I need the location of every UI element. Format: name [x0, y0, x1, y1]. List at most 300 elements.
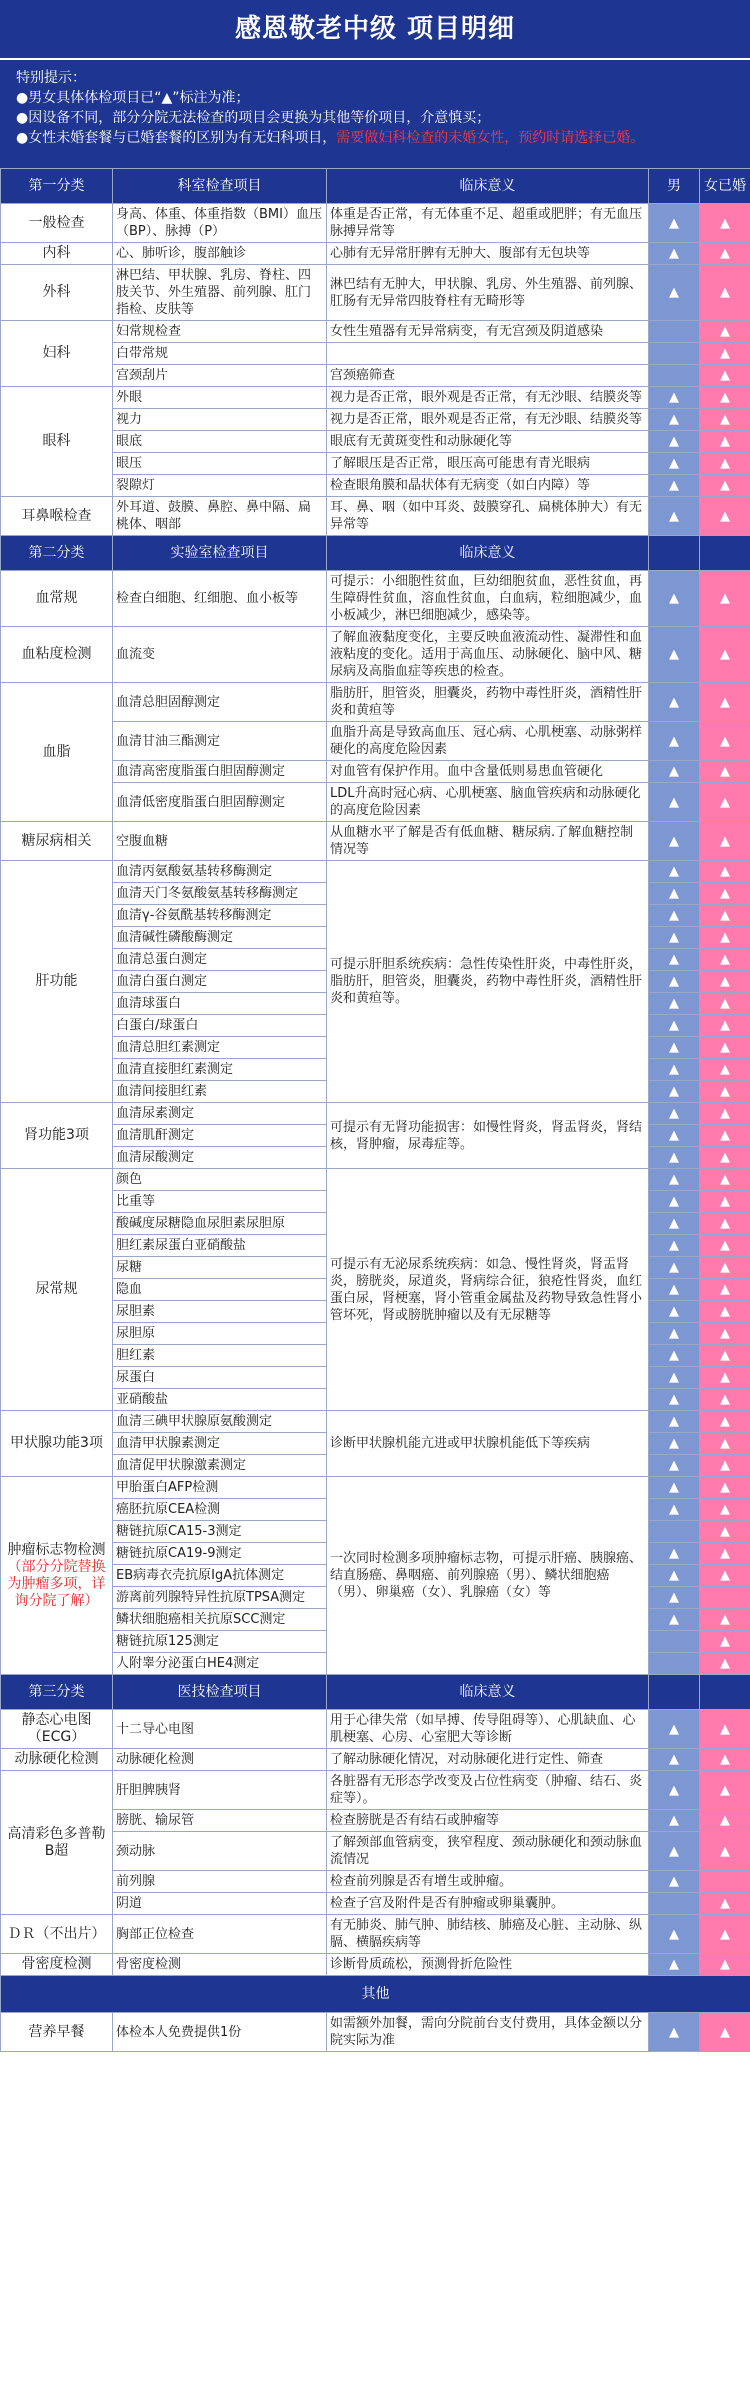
item-cell: 妇常规检查: [113, 321, 327, 343]
meaning-cell: LDL升高时冠心病、心肌梗塞、脑血管疾病和动脉硬化的高度危险因素: [327, 783, 649, 822]
category-label: ＤＲ（不出片）: [7, 1925, 106, 1942]
table-row: [1, 409, 750, 431]
female-mark: ▲: [700, 1893, 750, 1915]
item-cell: 颜色: [113, 1169, 327, 1191]
female-mark: ▲: [700, 409, 750, 431]
meaning-cell: 眼底有无黄斑变性和动脉硬化等: [327, 431, 649, 453]
category-label: 一般检查: [28, 214, 85, 231]
category-cell: [1, 243, 113, 265]
male-mark: ▲: [649, 243, 700, 265]
male-mark: [649, 321, 700, 343]
female-mark: ▲: [700, 1411, 750, 1433]
table-row: [1, 761, 750, 783]
meaning-cell: 淋巴结有无肿大，甲状腺、乳房、外生殖器、前列腺、肛肠有无异常四肢脊柱有无畸形等: [327, 265, 649, 321]
item-header: 医技检查项目: [113, 1675, 327, 1710]
item-cell: 亚硝酸盐: [113, 1389, 327, 1411]
item-cell: 血清总蛋白测定: [113, 949, 327, 971]
female-mark: ▲: [700, 475, 750, 497]
female-mark: ▲: [700, 1235, 750, 1257]
female-mark: ▲: [700, 1455, 750, 1477]
item-cell: 胆红素: [113, 1345, 327, 1367]
category-cell: [1, 627, 113, 683]
meaning-cell: 对血管有保护作用。血中含量低则易患血管硬化: [327, 761, 649, 783]
male-mark: ▲: [649, 822, 700, 861]
female-mark: ▲: [700, 1125, 750, 1147]
item-cell: 糖链抗原125测定: [113, 1631, 327, 1653]
male-mark: ▲: [649, 1125, 700, 1147]
female-mark: ▲: [700, 1521, 750, 1543]
item-header: 科室检查项目: [113, 169, 327, 204]
meaning-cell: 了解颈部血管病变，狭窄程度、颈动脉硬化和颈动脉血流情况: [327, 1832, 649, 1871]
table-row: [1, 1810, 750, 1832]
category-label: 眼科: [42, 433, 71, 449]
item-cell: 人附睾分泌蛋白HE4测定: [113, 1653, 327, 1675]
table-row: [1, 2013, 750, 2052]
notice-red-text: 需要做妇科检查的未婚女性，预约时请选择已婚。: [336, 130, 645, 146]
meaning-cell: 了解血液黏度变化，主要反映血液流动性、凝滞性和血液粘度的变化。适用于高血压、动脉硬化、脑中风、糖尿病及高脂血症等疾患的检查。: [327, 627, 649, 683]
female-mark: ▲: [700, 1191, 750, 1213]
male-mark: ▲: [649, 783, 700, 822]
meaning-cell: 了解动脉硬化情况，对动脉硬化进行定性、筛查: [327, 1749, 649, 1771]
male-mark: ▲: [649, 1345, 700, 1367]
category-label: 糖尿病相关: [21, 832, 92, 849]
table-row: [1, 343, 750, 365]
meaning-cell: 检查子宫及附件是否有肿瘤或卵巢囊肿。: [327, 1893, 649, 1915]
category-cell: [1, 1103, 113, 1169]
table-row: [1, 783, 750, 822]
male-mark: [649, 343, 700, 365]
table-row: [1, 1954, 750, 1976]
male-mark: ▲: [649, 1015, 700, 1037]
male-mark: ▲: [649, 453, 700, 475]
category-cell: [1, 1477, 113, 1675]
male-mark: ▲: [649, 1477, 700, 1499]
female-mark: ▲: [700, 387, 750, 409]
female-mark: ▲: [700, 1367, 750, 1389]
female-mark: ▲: [700, 761, 750, 783]
male-mark: ▲: [649, 1832, 700, 1871]
item-cell: 血清三碘甲状腺原氨酸测定: [113, 1411, 327, 1433]
female-mark: ▲: [700, 1389, 750, 1411]
male-mark: ▲: [649, 971, 700, 993]
category-label: 外科: [42, 284, 71, 300]
category-header: 第三分类: [1, 1675, 113, 1710]
female-header: [700, 536, 750, 571]
female-mark: ▲: [700, 971, 750, 993]
table-row: [1, 1871, 750, 1893]
table-row: [1, 453, 750, 475]
item-cell: 眼底: [113, 431, 327, 453]
female-mark: ▲: [700, 1433, 750, 1455]
table-row: [1, 1893, 750, 1915]
male-mark: ▲: [649, 409, 700, 431]
category-label: 血脂: [42, 743, 71, 760]
male-mark: ▲: [649, 1433, 700, 1455]
meaning-cell: 脂肪肝，胆管炎，胆囊炎，药物中毒性肝炎，酒精性肝炎和黄疸等: [327, 683, 649, 722]
table-row: [1, 497, 750, 536]
female-mark: ▲: [700, 1345, 750, 1367]
male-mark: ▲: [649, 475, 700, 497]
meaning-cell: 诊断骨质疏松，预测骨折危险性: [327, 1954, 649, 1976]
female-mark: ▲: [700, 1213, 750, 1235]
table-row: [1, 265, 750, 321]
item-cell: 血清总胆固醇测定: [113, 683, 327, 722]
female-mark: ▲: [700, 1169, 750, 1191]
female-mark: ▲: [700, 722, 750, 761]
category-label: 血常规: [35, 590, 78, 606]
male-mark: ▲: [649, 1235, 700, 1257]
male-mark: ▲: [649, 1954, 700, 1976]
category-cell: [1, 321, 113, 387]
category-cell: [1, 1710, 113, 1749]
female-mark: ▲: [700, 1147, 750, 1169]
female-mark: ▲: [700, 1609, 750, 1631]
item-cell: 血清尿素测定: [113, 1103, 327, 1125]
female-mark: ▲: [700, 321, 750, 343]
female-mark: ▲: [700, 1257, 750, 1279]
female-mark: ▲: [700, 2013, 750, 2052]
female-mark: ▲: [700, 1749, 750, 1771]
male-mark: ▲: [649, 1191, 700, 1213]
category-cell: [1, 1954, 113, 1976]
male-mark: ▲: [649, 993, 700, 1015]
female-mark: ▲: [700, 204, 750, 243]
male-mark: [649, 1893, 700, 1915]
item-cell: 骨密度检测: [113, 1954, 327, 1976]
item-cell: 血清γ-谷氨酰基转移酶测定: [113, 905, 327, 927]
table-row: [1, 321, 750, 343]
item-cell: 胸部正位检查: [113, 1915, 327, 1954]
category-label: 血粘度检测: [21, 646, 92, 662]
category-cell: [1, 1915, 113, 1954]
female-mark: ▲: [700, 453, 750, 475]
male-mark: ▲: [649, 1147, 700, 1169]
meaning-cell: 有无肺炎、肺气肿、肺结核、肺癌及心脏、主动脉、纵膈、横膈疾病等: [327, 1915, 649, 1954]
category-label: 骨密度检测: [21, 1956, 92, 1972]
meaning-cell: 心肺有无异常肝脾有无肿大、腹部有无包块等: [327, 243, 649, 265]
male-mark: ▲: [649, 431, 700, 453]
meaning-cell: 女性生殖器有无异常病变，有无宫颈及阴道感染: [327, 321, 649, 343]
male-mark: [649, 1631, 700, 1653]
item-cell: 酸碱度尿糖隐血尿胆素尿胆原: [113, 1213, 327, 1235]
section-header-other: [1, 1976, 750, 2013]
category-cell: [1, 387, 113, 497]
female-mark: ▲: [700, 343, 750, 365]
item-cell: 十二导心电图: [113, 1710, 327, 1749]
male-mark: ▲: [649, 1810, 700, 1832]
category-cell: [1, 497, 113, 536]
item-cell: 阴道: [113, 1893, 327, 1915]
meaning-cell: 检查眼角膜和晶状体有无病变（如白内障）等: [327, 475, 649, 497]
male-mark: ▲: [649, 1455, 700, 1477]
male-mark: ▲: [649, 905, 700, 927]
table-row: [1, 627, 750, 683]
table-row: [1, 387, 750, 409]
items-table: [0, 168, 750, 2052]
item-cell: 外耳道、鼓膜、鼻腔、鼻中隔、扁桃体、咽部: [113, 497, 327, 536]
female-mark: ▲: [700, 783, 750, 822]
item-cell: EB病毒衣壳抗原IgA抗体测定: [113, 1565, 327, 1587]
item-cell: 眼压: [113, 453, 327, 475]
meaning-cell: 各脏器有无形态学改变及占位性病变（肿瘤、结石、炎症等）。: [327, 1771, 649, 1810]
male-mark: ▲: [649, 949, 700, 971]
female-mark: ▲: [700, 1037, 750, 1059]
notice-heading: 特别提示：: [16, 70, 86, 86]
male-mark: ▲: [649, 1367, 700, 1389]
female-mark: ▲: [700, 1059, 750, 1081]
table-row: [1, 822, 750, 861]
male-mark: ▲: [649, 1587, 700, 1609]
male-header: 男: [649, 169, 700, 204]
item-cell: 血清甘油三酯测定: [113, 722, 327, 761]
table-row: [1, 365, 750, 387]
male-mark: ▲: [649, 1411, 700, 1433]
female-mark: ▲: [700, 1323, 750, 1345]
meaning-cell: 血脂升高是导致高血压、冠心病、心肌梗塞、动脉粥样硬化的高度危险因素: [327, 722, 649, 761]
male-mark: ▲: [649, 1037, 700, 1059]
notice-line-2: ●因设备不同，部分分院无法检查的项目会更换为其他等价项目，介意慎买；: [16, 110, 491, 126]
female-mark: [700, 1871, 750, 1893]
category-label: 耳鼻喉检查: [21, 507, 92, 524]
table-row: [1, 1710, 750, 1749]
male-mark: ▲: [649, 1915, 700, 1954]
item-cell: 肝胆脾胰肾: [113, 1771, 327, 1810]
meaning-header: 临床意义: [327, 1675, 649, 1710]
male-mark: ▲: [649, 1749, 700, 1771]
meaning-cell: 宫颈癌筛查: [327, 365, 649, 387]
item-cell: 白蛋白/球蛋白: [113, 1015, 327, 1037]
male-mark: ▲: [649, 2013, 700, 2052]
item-cell: 白带常规: [113, 343, 327, 365]
notice-line-3: ●女性未婚套餐与已婚套餐的区别为有无妇科项目，需要做妇科检查的未婚女性，预约时请选择已婚。: [16, 130, 645, 146]
item-cell: 宫颈刮片: [113, 365, 327, 387]
section-header-s1: [1, 169, 750, 204]
female-mark: ▲: [700, 1015, 750, 1037]
female-mark: ▲: [700, 365, 750, 387]
category-note: （部分分院替换为肿瘤多项，详询分院了解）: [7, 1558, 106, 1609]
male-mark: ▲: [649, 1543, 700, 1565]
female-mark: ▲: [700, 1543, 750, 1565]
female-mark: [700, 1587, 750, 1609]
item-cell: 胆红素尿蛋白亚硝酸盐: [113, 1235, 327, 1257]
item-cell: 前列腺: [113, 1871, 327, 1893]
category-label: 妇科: [42, 345, 71, 361]
item-cell: 血清丙氨酸氨基转移酶测定: [113, 861, 327, 883]
section-header-s3: [1, 1675, 750, 1710]
female-header: 女已婚: [700, 169, 750, 204]
meaning-header: 临床意义: [327, 169, 649, 204]
female-mark: ▲: [700, 1832, 750, 1871]
meaning-cell: 可提示有无泌尿系统疾病：如急、慢性肾炎，肾盂肾炎，膀胱炎，尿道炎，肾病综合征，狼疮性肾炎，血红蛋白尿，肾梗塞，肾小管重金属盐及药物导致急性肾小管坏死，肾或膀胱肿瘤以及有无尿糖等: [327, 1169, 649, 1411]
male-mark: ▲: [649, 1771, 700, 1810]
male-mark: ▲: [649, 204, 700, 243]
meaning-cell: 体重是否正常，有无体重不足、超重或肥胖；有无血压脉搏异常等: [327, 204, 649, 243]
category-cell: [1, 1749, 113, 1771]
category-cell: [1, 265, 113, 321]
category-label: 高清彩色多普勒B超: [7, 1825, 106, 1859]
male-mark: ▲: [649, 683, 700, 722]
table-row: [1, 1169, 750, 1191]
female-mark: ▲: [700, 497, 750, 536]
male-mark: ▲: [649, 497, 700, 536]
table-row: [1, 204, 750, 243]
item-cell: 血清尿酸测定: [113, 1147, 327, 1169]
female-mark: ▲: [700, 1810, 750, 1832]
meaning-cell: 视力是否正常，眼外观是否正常，有无沙眼、结膜炎等: [327, 409, 649, 431]
item-cell: 膀胱、输尿管: [113, 1810, 327, 1832]
item-cell: 检查白细胞、红细胞、血小板等: [113, 571, 327, 627]
item-cell: 心、肺听诊，腹部触诊: [113, 243, 327, 265]
table-row: [1, 1915, 750, 1954]
category-label: 肾功能3项: [24, 1127, 89, 1143]
male-mark: [649, 1521, 700, 1543]
meaning-cell: 可提示肝胆系统疾病：急性传染性肝炎，中毒性肝炎，脂肪肝，胆管炎，胆囊炎，药物中毒性肝炎，酒精性肝炎和黄疸等。: [327, 861, 649, 1103]
item-cell: 癌胚抗原CEA检测: [113, 1499, 327, 1521]
male-mark: ▲: [649, 627, 700, 683]
female-mark: ▲: [700, 1653, 750, 1675]
category-cell: [1, 861, 113, 1103]
item-cell: 鳞状细胞癌相关抗原SCC测定: [113, 1609, 327, 1631]
female-mark: ▲: [700, 883, 750, 905]
item-cell: 血清甲状腺素测定: [113, 1433, 327, 1455]
meaning-cell: 视力是否正常，眼外观是否正常，有无沙眼、结膜炎等: [327, 387, 649, 409]
female-mark: ▲: [700, 243, 750, 265]
item-cell: 身高、体重、体重指数（BMI）血压（BP）、脉搏（P）: [113, 204, 327, 243]
male-mark: ▲: [649, 1323, 700, 1345]
table-row: [1, 571, 750, 627]
male-mark: ▲: [649, 1169, 700, 1191]
item-cell: 血清天门冬氨酸氨基转移酶测定: [113, 883, 327, 905]
female-mark: ▲: [700, 627, 750, 683]
male-mark: [649, 365, 700, 387]
meaning-cell: 如需额外加餐，需向分院前台支付费用，具体金额以分院实际为准: [327, 2013, 649, 2052]
table-row: [1, 1411, 750, 1433]
table-row: [1, 1103, 750, 1125]
male-mark: ▲: [649, 1565, 700, 1587]
female-mark: ▲: [700, 683, 750, 722]
category-cell: [1, 1169, 113, 1411]
table-row: [1, 722, 750, 761]
item-cell: 动脉硬化检测: [113, 1749, 327, 1771]
item-cell: 血清总胆红素测定: [113, 1037, 327, 1059]
meaning-cell: 从血糖水平了解是否有低血糖、糖尿病.了解血糖控制情况等: [327, 822, 649, 861]
category-label: 静态心电图（ECG）: [21, 1712, 92, 1745]
table-row: [1, 243, 750, 265]
male-mark: ▲: [649, 1103, 700, 1125]
category-cell: [1, 822, 113, 861]
category-cell: [1, 1771, 113, 1915]
male-mark: ▲: [649, 1499, 700, 1521]
meaning-cell: 一次同时检测多项肿瘤标志物，可提示肝癌、胰腺癌、结直肠癌、鼻咽癌、前列腺癌（男）、鳞状细胞癌（男）、卵巢癌（女）、乳腺癌（女）等: [327, 1477, 649, 1675]
category-cell: [1, 683, 113, 822]
item-cell: 视力: [113, 409, 327, 431]
item-cell: 血清球蛋白: [113, 993, 327, 1015]
category-cell: [1, 204, 113, 243]
item-cell: 淋巴结、甲状腺、乳房、脊柱、四肢关节、外生殖器、前列腺、肛门指检、皮肤等: [113, 265, 327, 321]
category-label: 肝功能: [35, 973, 78, 989]
male-mark: ▲: [649, 1213, 700, 1235]
female-mark: ▲: [700, 1477, 750, 1499]
meaning-cell: 耳、鼻、咽（如中耳炎、鼓膜穿孔、扁桃体肿大）有无异常等: [327, 497, 649, 536]
item-cell: 尿蛋白: [113, 1367, 327, 1389]
female-mark: ▲: [700, 993, 750, 1015]
meaning-cell: 检查前列腺是否有增生或肿瘤。: [327, 1871, 649, 1893]
item-cell: 比重等: [113, 1191, 327, 1213]
category-label: 尿常规: [35, 1281, 78, 1297]
table-row: [1, 1771, 750, 1810]
male-mark: ▲: [649, 1871, 700, 1893]
female-mark: ▲: [700, 431, 750, 453]
category-label: 甲状腺功能3项: [10, 1435, 103, 1451]
meaning-cell: [327, 343, 649, 365]
female-mark: ▲: [700, 1565, 750, 1587]
male-mark: ▲: [649, 387, 700, 409]
male-mark: ▲: [649, 1081, 700, 1103]
male-mark: ▲: [649, 1059, 700, 1081]
table-row: [1, 1832, 750, 1871]
item-cell: 空腹血糖: [113, 822, 327, 861]
female-mark: ▲: [700, 927, 750, 949]
female-mark: ▲: [700, 822, 750, 861]
female-mark: ▲: [700, 1631, 750, 1653]
female-mark: ▲: [700, 1081, 750, 1103]
category-header: 第一分类: [1, 169, 113, 204]
female-mark: ▲: [700, 1279, 750, 1301]
male-mark: [649, 1653, 700, 1675]
female-mark: ▲: [700, 571, 750, 627]
female-header: [700, 1675, 750, 1710]
category-label: 肿瘤标志物检测: [7, 1541, 106, 1558]
meaning-cell: 了解眼压是否正常，眼压高可能患有青光眼病: [327, 453, 649, 475]
item-cell: 甲胎蛋白AFP检测: [113, 1477, 327, 1499]
page-title: 感恩敬老中级 项目明细: [0, 0, 750, 58]
category-cell: [1, 1411, 113, 1477]
item-cell: 血清直接胆红素测定: [113, 1059, 327, 1081]
other-header: 其他: [1, 1976, 750, 2013]
item-cell: 游离前列腺特异性抗原TPSA测定: [113, 1587, 327, 1609]
female-mark: ▲: [700, 1103, 750, 1125]
female-mark: ▲: [700, 1954, 750, 1976]
category-cell: 营养早餐: [1, 2013, 113, 2052]
male-mark: ▲: [649, 1710, 700, 1749]
female-mark: ▲: [700, 949, 750, 971]
meaning-cell: 诊断甲状腺机能亢进或甲状腺机能低下等疾病: [327, 1411, 649, 1477]
item-cell: 血清肌酐测定: [113, 1125, 327, 1147]
table-row: [1, 1477, 750, 1499]
male-mark: ▲: [649, 1301, 700, 1323]
male-mark: ▲: [649, 1257, 700, 1279]
female-mark: ▲: [700, 1771, 750, 1810]
item-cell: 裂隙灯: [113, 475, 327, 497]
item-cell: 血流变: [113, 627, 327, 683]
item-cell: 尿胆原: [113, 1323, 327, 1345]
male-mark: ▲: [649, 883, 700, 905]
item-cell: 血清间接胆红素: [113, 1081, 327, 1103]
item-header: 实验室检查项目: [113, 536, 327, 571]
item-cell: 隐血: [113, 1279, 327, 1301]
item-cell: 尿胆素: [113, 1301, 327, 1323]
notice-line-1: ●男女具体体检项目已“▲”标注为准；: [16, 90, 250, 106]
item-cell: 血清高密度脂蛋白胆固醇测定: [113, 761, 327, 783]
female-mark: ▲: [700, 1499, 750, 1521]
male-mark: ▲: [649, 265, 700, 321]
male-mark: ▲: [649, 1609, 700, 1631]
item-cell: 颈动脉: [113, 1832, 327, 1871]
meaning-cell: 可提示有无肾功能损害：如慢性肾炎，肾盂肾炎，肾结核，肾肿瘤，尿毒症等。: [327, 1103, 649, 1169]
category-cell: [1, 571, 113, 627]
male-mark: ▲: [649, 861, 700, 883]
category-header: 第二分类: [1, 536, 113, 571]
